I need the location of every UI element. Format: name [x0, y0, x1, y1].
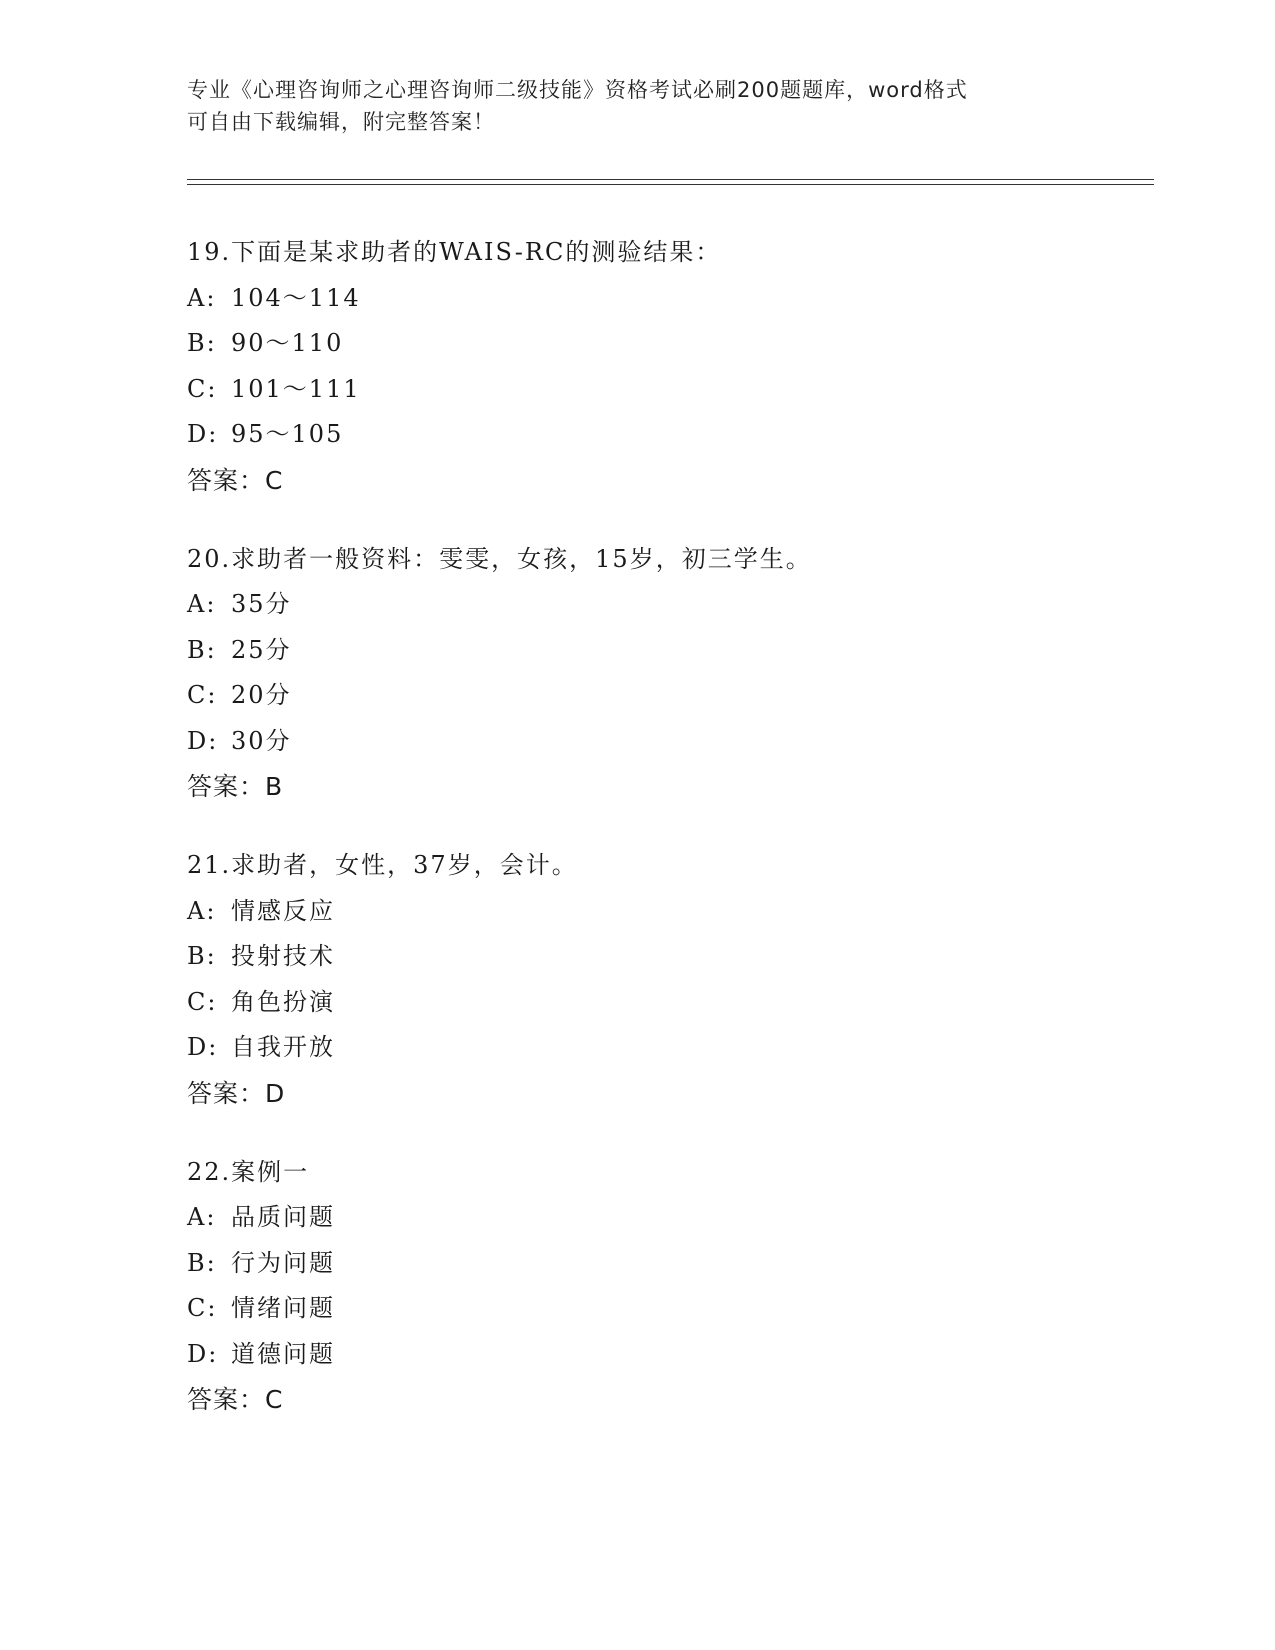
- question-stem: 21.求助者，女性，37岁，会计。: [187, 851, 578, 879]
- option-text: 自我开放: [231, 1033, 335, 1061]
- option-a: [187, 1202, 1147, 1233]
- option-a: [187, 589, 1147, 620]
- option-text: 101～111: [231, 374, 361, 403]
- option-d: [187, 1032, 1147, 1063]
- question-22: [187, 1157, 1147, 1416]
- answer-line: 答案：D: [187, 1078, 286, 1108]
- question-21: [187, 850, 1147, 1109]
- option-text: 情绪问题: [231, 1294, 335, 1322]
- option-text: 角色扮演: [231, 987, 335, 1016]
- question-stem: 19.下面是某求助者的WAIS-RC的测验结果：: [187, 238, 722, 266]
- option-text: 品质问题: [231, 1203, 335, 1231]
- document-header: [187, 74, 1087, 138]
- option-key: D:: [187, 1339, 219, 1368]
- header-divider-bottom: [187, 184, 1154, 185]
- option-text: 20分: [231, 681, 292, 709]
- option-key: B:: [187, 635, 217, 664]
- option-key: B:: [187, 329, 217, 357]
- option-key: C:: [187, 987, 218, 1016]
- question-20: [187, 544, 1147, 803]
- answer-line: 答案：C: [187, 1385, 284, 1414]
- option-key: D:: [187, 420, 219, 448]
- answer-line: 答案：B: [187, 772, 284, 801]
- option-key: B:: [187, 1248, 217, 1277]
- option-text: 情感反应: [231, 896, 335, 925]
- option-key: B:: [187, 942, 217, 970]
- option-key: D:: [187, 726, 219, 755]
- option-key: D:: [187, 1033, 219, 1061]
- option-c: [187, 1293, 1147, 1324]
- question-stem: 20.求助者一般资料：雯雯，女孩，15岁，初三学生。: [187, 544, 812, 573]
- question-stem: 22.案例一: [187, 1157, 310, 1186]
- option-d: [187, 726, 1147, 757]
- question-19: [187, 237, 1147, 496]
- option-text: 35分: [231, 590, 292, 618]
- option-d: [187, 1339, 1147, 1370]
- answer-line: 答案：C: [187, 465, 284, 495]
- header-line-1: 专业《心理咨询师之心理咨询师二级技能》资格考试必刷200题题库，word格式: [187, 78, 968, 102]
- header-divider-top: [187, 179, 1154, 180]
- option-text: 道德问题: [231, 1339, 335, 1368]
- option-key: A:: [187, 896, 217, 925]
- question-list: [187, 237, 1147, 1463]
- option-a: [187, 896, 1147, 927]
- option-c: [187, 987, 1147, 1018]
- option-text: 行为问题: [231, 1248, 335, 1277]
- option-text: 95～105: [231, 420, 344, 448]
- option-b: [187, 1248, 1147, 1279]
- option-text: 30分: [231, 726, 292, 755]
- option-text: 104～114: [231, 283, 361, 312]
- header-line-2: 可自由下载编辑，附完整答案！: [187, 110, 495, 134]
- option-key: A:: [187, 590, 217, 618]
- option-key: C:: [187, 374, 218, 403]
- option-b: [187, 328, 1147, 359]
- option-b: [187, 941, 1147, 972]
- option-c: [187, 374, 1147, 405]
- option-text: 投射技术: [231, 942, 335, 970]
- option-key: A:: [187, 283, 217, 312]
- option-c: [187, 680, 1147, 711]
- option-d: [187, 419, 1147, 450]
- option-key: C:: [187, 1294, 218, 1322]
- option-a: [187, 283, 1147, 314]
- option-key: C:: [187, 681, 218, 709]
- option-text: 90～110: [231, 329, 344, 357]
- option-b: [187, 635, 1147, 666]
- option-text: 25分: [231, 635, 292, 664]
- option-key: A:: [187, 1203, 217, 1231]
